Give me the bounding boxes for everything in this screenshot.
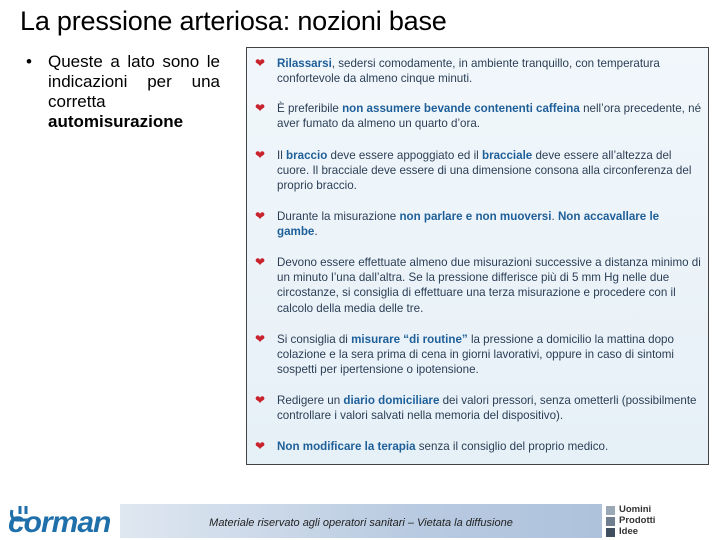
guideline-segment: Durante la misurazione [277,210,400,223]
footer-bar [120,504,602,538]
guideline-item [255,148,702,194]
guideline-segment: È preferibile [277,102,343,115]
guideline-segment: Redigere un [277,394,344,407]
guideline-segment: deve essere all’altezza del cuore. Il bracciale deve essere di una dimensione consona alla circonferenza del proprio braccio. [277,149,692,193]
guideline-highlight: Non modificare la terapia [277,440,416,453]
guideline-segment: , sedersi comodamente, in ambiente tranquillo, con temperatura confortevole da almeno cinque minuti. [277,57,660,86]
intro-bullet [20,52,220,132]
heart-icon: ❤ [255,148,266,162]
heart-icon: ❤ [255,56,266,70]
guideline-item [255,393,702,423]
brand-text [619,504,655,537]
brand-line: Idee [619,526,639,537]
heart-icon: ❤ [255,209,266,223]
guideline-highlight: misurare “di routine” [351,333,468,346]
guideline-item [255,255,702,316]
guideline-segment: nell’ora precedente, né aver fumato da almeno un quarto d’ora. [277,102,702,131]
footer-disclaimer: Materiale riservato agli operatori sanitari – Vietata la diffusione [209,517,513,529]
guideline-segment: . [314,225,318,239]
guideline-segment: senza il consiglio del proprio medico. [415,440,609,453]
guideline-text [277,209,702,239]
guideline-text [277,101,702,131]
guideline-item [255,332,702,378]
intro-text [48,52,220,132]
guideline-segment: deve essere appoggiato ed il [327,149,482,162]
guideline-segment: dei valori pressori, senza ometterli (possibilmente controllare i valori salvati nella memoria del dispositivo). [277,394,697,423]
heart-icon: ❤ [255,332,266,346]
brand-line: Uomini [619,504,652,515]
heart-icon: ❤ [255,393,266,407]
guideline-item [255,209,702,239]
guidelines-panel [246,47,709,465]
guideline-item [255,101,702,131]
guideline-item [255,56,702,86]
logo-wordmark: corman [8,506,111,539]
guideline-segment: Il [277,149,287,162]
page-title: La pressione arteriosa: nozioni base [20,6,447,36]
guideline-text [277,148,702,194]
guideline-highlight: non parlare e non muoversi [399,210,552,223]
guideline-text [277,332,702,378]
guideline-segment: Si consiglia di [277,333,352,346]
guideline-segment: Devono essere effettuate almeno due misurazioni successive a distanza minimo di un minuto l’una dall’altra. Se la pressione differisce più di 5 mm Hg nelle due circostanze, si consiglia di effettuare una terza misurazione e procedere con il calcolo della media delle tre. [277,256,701,315]
brand-line: Prodotti [619,515,656,526]
bullet-marker: • [26,52,32,71]
guideline-text [277,56,702,86]
heart-icon: ❤ [255,101,266,115]
guideline-highlight: diario domiciliare [343,394,440,407]
heart-icon: ❤ [255,439,266,453]
intro-text-bold: automisurazione [48,112,184,131]
heart-icon: ❤ [255,255,266,269]
guideline-highlight: braccio [286,149,328,162]
guideline-segment: la pressione a domicilio la mattina dopo colazione e la sera prima di cena in giorni lavorativi, oppure in caso di sintomi sospetti per ipertensione o ipotensione. [277,333,674,377]
guideline-text [277,439,702,454]
guideline-highlight: Rilassarsi [277,57,332,70]
guideline-text [277,393,702,423]
guideline-highlight: bracciale [481,149,533,162]
guideline-item [255,439,702,454]
guideline-highlight: non assumere bevande contenenti caffeina [342,102,580,115]
guideline-segment: . [551,210,558,223]
intro-text-main: Queste a lato sono le indicazioni per una corretta [48,52,220,111]
guideline-highlight: Non accavallare le gambe [277,210,660,239]
guideline-text [277,255,702,316]
